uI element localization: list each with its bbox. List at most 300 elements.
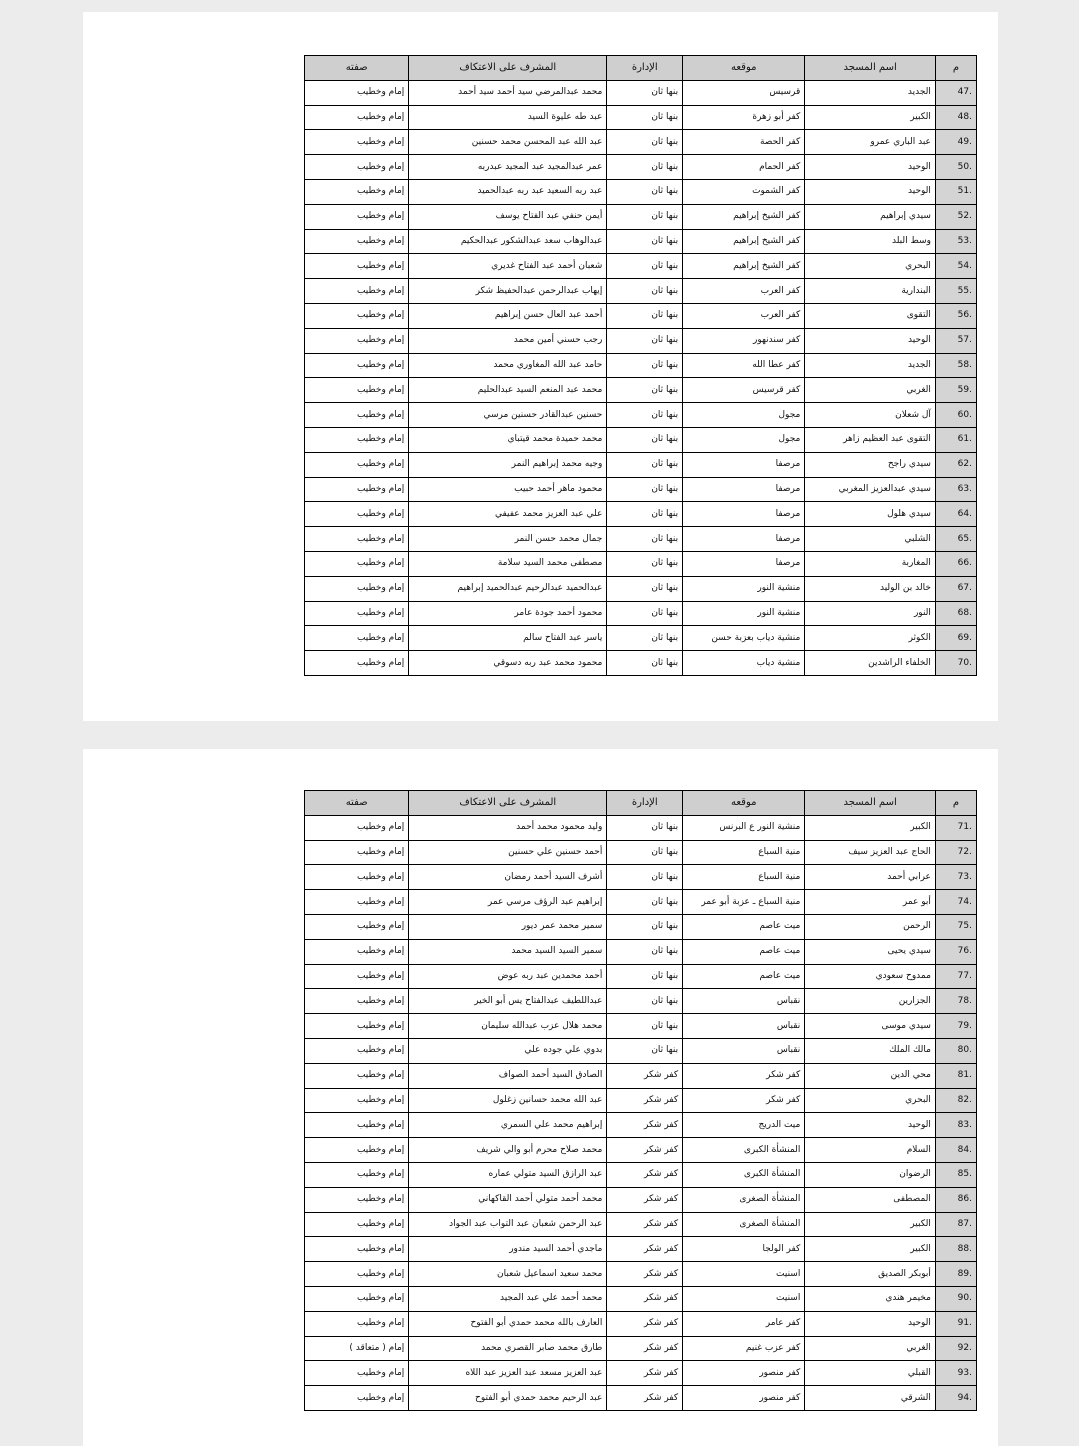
cell-administration: بنها ثان bbox=[607, 229, 683, 254]
cell-role: إمام وخطيب bbox=[305, 353, 409, 378]
cell-supervisor: عبد الرحمن شعبان عبد التواب عبد الجواد bbox=[409, 1212, 607, 1237]
table-row bbox=[305, 155, 977, 180]
cell-administration: كفر شكر bbox=[607, 1088, 683, 1113]
cell-mosque-name: السلام bbox=[805, 1138, 936, 1163]
cell-role: إمام وخطيب bbox=[305, 601, 409, 626]
cell-num: 86. bbox=[935, 1187, 976, 1212]
cell-num: 73. bbox=[935, 865, 976, 890]
header-role: صفته bbox=[305, 56, 409, 81]
cell-location: نقباس bbox=[683, 1038, 805, 1063]
cell-num: 53. bbox=[935, 229, 976, 254]
table-row bbox=[305, 601, 977, 626]
cell-mosque-name: الرحمن bbox=[805, 914, 936, 939]
cell-role: إمام وخطيب bbox=[305, 576, 409, 601]
cell-location: منشية دياب بعزبة حسن bbox=[683, 626, 805, 651]
cell-location: ميت الدريج bbox=[683, 1113, 805, 1138]
cell-administration: بنها ثان bbox=[607, 105, 683, 130]
table-row bbox=[305, 1063, 977, 1088]
cell-role: إمام وخطيب bbox=[305, 939, 409, 964]
cell-administration: بنها ثان bbox=[607, 179, 683, 204]
cell-supervisor: وليد محمود محمد أحمد bbox=[409, 815, 607, 840]
cell-administration: بنها ثان bbox=[607, 890, 683, 915]
cell-location: كفر الشيخ إبراهيم bbox=[683, 204, 805, 229]
cell-role: إمام وخطيب bbox=[305, 1113, 409, 1138]
cell-role: إمام وخطيب bbox=[305, 1088, 409, 1113]
cell-num: 68. bbox=[935, 601, 976, 626]
cell-num: 51. bbox=[935, 179, 976, 204]
cell-location: المنشأة الصغرى bbox=[683, 1187, 805, 1212]
table-row bbox=[305, 1262, 977, 1287]
cell-location: مجول bbox=[683, 403, 805, 428]
cell-mosque-name: عرابي أحمد bbox=[805, 865, 936, 890]
cell-administration: بنها ثان bbox=[607, 254, 683, 279]
cell-location: كفر عطا الله bbox=[683, 353, 805, 378]
cell-mosque-name: الكبير bbox=[805, 1237, 936, 1262]
table-row bbox=[305, 1286, 977, 1311]
cell-mosque-name: الغربي bbox=[805, 1336, 936, 1361]
table-row bbox=[305, 865, 977, 890]
cell-num: 92. bbox=[935, 1336, 976, 1361]
cell-administration: بنها ثان bbox=[607, 964, 683, 989]
cell-supervisor: عبد العزيز مسعد عبد العزيز عبد اللاه bbox=[409, 1361, 607, 1386]
cell-role: إمام وخطيب bbox=[305, 815, 409, 840]
cell-supervisor: محمد أحمد متولي أحمد القاكهاني bbox=[409, 1187, 607, 1212]
cell-num: 49. bbox=[935, 130, 976, 155]
header-num: م bbox=[935, 791, 976, 816]
cell-mosque-name: الوحيد bbox=[805, 1113, 936, 1138]
cell-role: إمام وخطيب bbox=[305, 403, 409, 428]
cell-location: كفر عامر bbox=[683, 1311, 805, 1336]
cell-role: إمام ( متعاقد ) bbox=[305, 1336, 409, 1361]
cell-role: إمام وخطيب bbox=[305, 378, 409, 403]
cell-role: إمام وخطيب bbox=[305, 865, 409, 890]
cell-num: 80. bbox=[935, 1038, 976, 1063]
table-row bbox=[305, 914, 977, 939]
cell-administration: بنها ثان bbox=[607, 378, 683, 403]
table-row bbox=[305, 477, 977, 502]
cell-administration: بنها ثان bbox=[607, 353, 683, 378]
cell-mosque-name: الجديد bbox=[805, 353, 936, 378]
cell-administration: بنها ثان bbox=[607, 328, 683, 353]
cell-administration: بنها ثان bbox=[607, 914, 683, 939]
cell-location: منية السباع ـ عزبة أبو عمر bbox=[683, 890, 805, 915]
table-row bbox=[305, 130, 977, 155]
cell-location: كفر العرب bbox=[683, 279, 805, 304]
cell-num: 59. bbox=[935, 378, 976, 403]
cell-num: 79. bbox=[935, 1014, 976, 1039]
cell-supervisor: محمود ماهر أحمد حبيب bbox=[409, 477, 607, 502]
cell-num: 87. bbox=[935, 1212, 976, 1237]
cell-role: إمام وخطيب bbox=[305, 427, 409, 452]
header-administration: الإدارة bbox=[607, 791, 683, 816]
cell-supervisor: عبد ربه السعيد عبد ربه عبدالحميد bbox=[409, 179, 607, 204]
cell-supervisor: مصطفى محمد السيد سلامة bbox=[409, 551, 607, 576]
cell-mosque-name: الغربي bbox=[805, 378, 936, 403]
cell-location: نقباس bbox=[683, 1014, 805, 1039]
cell-supervisor: محمد عبد المنعم السيد عبدالحليم bbox=[409, 378, 607, 403]
cell-supervisor: ماجدي أحمد السيد مندور bbox=[409, 1237, 607, 1262]
cell-num: 61. bbox=[935, 427, 976, 452]
cell-administration: بنها ثان bbox=[607, 1038, 683, 1063]
table-row bbox=[305, 105, 977, 130]
cell-mosque-name: سيدي إبراهيم bbox=[805, 204, 936, 229]
cell-location: مرصفا bbox=[683, 551, 805, 576]
document-page-1 bbox=[83, 12, 998, 721]
mosques-table-1 bbox=[304, 55, 977, 676]
cell-mosque-name: القبلي bbox=[805, 1361, 936, 1386]
cell-role: إمام وخطيب bbox=[305, 1311, 409, 1336]
header-supervisor: المشرف على الاعتكاف bbox=[409, 791, 607, 816]
cell-location: المنشأة الكبرى bbox=[683, 1138, 805, 1163]
cell-administration: بنها ثان bbox=[607, 527, 683, 552]
cell-location: كفر أبو زهرة bbox=[683, 105, 805, 130]
cell-location: مرصفا bbox=[683, 527, 805, 552]
cell-location: منشية النور bbox=[683, 576, 805, 601]
cell-mosque-name: الرضوان bbox=[805, 1162, 936, 1187]
cell-administration: بنها ثان bbox=[607, 601, 683, 626]
cell-mosque-name: الشلبي bbox=[805, 527, 936, 552]
cell-num: 57. bbox=[935, 328, 976, 353]
cell-role: إمام وخطيب bbox=[305, 989, 409, 1014]
cell-supervisor: عبد الله عبد المحسن محمد حسنين bbox=[409, 130, 607, 155]
cell-num: 85. bbox=[935, 1162, 976, 1187]
cell-administration: بنها ثان bbox=[607, 427, 683, 452]
cell-mosque-name: البندارية bbox=[805, 279, 936, 304]
table-row bbox=[305, 527, 977, 552]
cell-administration: كفر شكر bbox=[607, 1113, 683, 1138]
table-row bbox=[305, 576, 977, 601]
cell-num: 89. bbox=[935, 1262, 976, 1287]
cell-role: إمام وخطيب bbox=[305, 328, 409, 353]
cell-location: منشية النور bbox=[683, 601, 805, 626]
cell-mosque-name: الخلفاء الراشدين bbox=[805, 651, 936, 676]
cell-num: 50. bbox=[935, 155, 976, 180]
table-row bbox=[305, 502, 977, 527]
cell-role: إمام وخطيب bbox=[305, 204, 409, 229]
cell-administration: بنها ثان bbox=[607, 204, 683, 229]
cell-role: إمام وخطيب bbox=[305, 1237, 409, 1262]
cell-mosque-name: التقوى bbox=[805, 303, 936, 328]
cell-mosque-name: البحري bbox=[805, 254, 936, 279]
table-row bbox=[305, 279, 977, 304]
table-row bbox=[305, 1386, 977, 1411]
cell-supervisor: عمر عبدالمجيد عبد المجيد عبدربه bbox=[409, 155, 607, 180]
table-header-row bbox=[305, 791, 977, 816]
cell-supervisor: عبداللطيف عبدالفتاح يس أبو الخير bbox=[409, 989, 607, 1014]
cell-mosque-name: أبوبكر الصديق bbox=[805, 1262, 936, 1287]
table-row bbox=[305, 626, 977, 651]
table-row bbox=[305, 204, 977, 229]
cell-num: 71. bbox=[935, 815, 976, 840]
cell-role: إمام وخطيب bbox=[305, 964, 409, 989]
cell-role: إمام وخطيب bbox=[305, 1162, 409, 1187]
cell-num: 91. bbox=[935, 1311, 976, 1336]
cell-mosque-name: مخيمر هندي bbox=[805, 1286, 936, 1311]
header-role: صفته bbox=[305, 791, 409, 816]
cell-num: 82. bbox=[935, 1088, 976, 1113]
cell-administration: بنها ثان bbox=[607, 130, 683, 155]
cell-administration: كفر شكر bbox=[607, 1187, 683, 1212]
cell-location: كفر عزب غنيم bbox=[683, 1336, 805, 1361]
cell-supervisor: سمير محمد عمر ديور bbox=[409, 914, 607, 939]
cell-location: كفر منصور bbox=[683, 1386, 805, 1411]
table-row bbox=[305, 378, 977, 403]
cell-administration: كفر شكر bbox=[607, 1286, 683, 1311]
cell-num: 93. bbox=[935, 1361, 976, 1386]
cell-num: 54. bbox=[935, 254, 976, 279]
document-page-2 bbox=[83, 749, 998, 1446]
cell-role: إمام وخطيب bbox=[305, 1138, 409, 1163]
cell-administration: بنها ثان bbox=[607, 840, 683, 865]
cell-role: إمام وخطيب bbox=[305, 303, 409, 328]
table-row bbox=[305, 1113, 977, 1138]
cell-location: كفر الحمام bbox=[683, 155, 805, 180]
cell-administration: بنها ثان bbox=[607, 502, 683, 527]
cell-administration: بنها ثان bbox=[607, 865, 683, 890]
cell-location: قرسيس bbox=[683, 80, 805, 105]
cell-num: 55. bbox=[935, 279, 976, 304]
cell-location: كفر الولجا bbox=[683, 1237, 805, 1262]
cell-supervisor: حامد عبد الله المغاوري محمد bbox=[409, 353, 607, 378]
cell-supervisor: بدوي علي جوده علي bbox=[409, 1038, 607, 1063]
cell-administration: كفر شكر bbox=[607, 1162, 683, 1187]
cell-supervisor: محمد هلال عزب عبدالله سليمان bbox=[409, 1014, 607, 1039]
cell-role: إمام وخطيب bbox=[305, 279, 409, 304]
cell-supervisor: عبدالحميد عبدالرحيم عبدالحميد إبراهيم bbox=[409, 576, 607, 601]
cell-supervisor: طارق محمد صابر القصري محمد bbox=[409, 1336, 607, 1361]
cell-supervisor: إبراهيم عبد الرؤف مرسي عمر bbox=[409, 890, 607, 915]
table-row bbox=[305, 1088, 977, 1113]
table-row bbox=[305, 1014, 977, 1039]
mosques-table-2 bbox=[304, 790, 977, 1411]
cell-administration: بنها ثان bbox=[607, 989, 683, 1014]
cell-mosque-name: الكبير bbox=[805, 1212, 936, 1237]
cell-administration: كفر شكر bbox=[607, 1063, 683, 1088]
table-row bbox=[305, 353, 977, 378]
cell-location: كفر الحصة bbox=[683, 130, 805, 155]
cell-supervisor: حسنين عبدالقادر حسنين مرسي bbox=[409, 403, 607, 428]
cell-role: إمام وخطيب bbox=[305, 626, 409, 651]
cell-location: ميت عاصم bbox=[683, 964, 805, 989]
table-row bbox=[305, 1038, 977, 1063]
cell-location: كفر منصور bbox=[683, 1361, 805, 1386]
cell-supervisor: إبراهيم محمد علي السمري bbox=[409, 1113, 607, 1138]
cell-supervisor: محمود محمد عبد ربه دسوقي bbox=[409, 651, 607, 676]
cell-mosque-name: مالك الملك bbox=[805, 1038, 936, 1063]
cell-num: 90. bbox=[935, 1286, 976, 1311]
cell-mosque-name: الوحيد bbox=[805, 179, 936, 204]
cell-num: 47. bbox=[935, 80, 976, 105]
cell-location: مرصفا bbox=[683, 477, 805, 502]
cell-mosque-name: محي الدين bbox=[805, 1063, 936, 1088]
cell-role: إمام وخطيب bbox=[305, 229, 409, 254]
cell-role: إمام وخطيب bbox=[305, 1063, 409, 1088]
cell-mosque-name: وسط البلد bbox=[805, 229, 936, 254]
cell-role: إمام وخطيب bbox=[305, 1187, 409, 1212]
cell-supervisor: وجيه محمد إبراهيم النمر bbox=[409, 452, 607, 477]
table-row bbox=[305, 303, 977, 328]
table-row bbox=[305, 1361, 977, 1386]
cell-supervisor: جمال محمد حسن النمر bbox=[409, 527, 607, 552]
cell-administration: بنها ثان bbox=[607, 651, 683, 676]
cell-supervisor: عبد الرازق السيد متولي عماره bbox=[409, 1162, 607, 1187]
cell-role: إمام وخطيب bbox=[305, 502, 409, 527]
cell-location: المنشأة الصغرى bbox=[683, 1212, 805, 1237]
cell-num: 75. bbox=[935, 914, 976, 939]
cell-supervisor: إيهاب عبدالرحمن عبدالحفيظ شكر bbox=[409, 279, 607, 304]
cell-mosque-name: الوحيد bbox=[805, 1311, 936, 1336]
cell-administration: كفر شكر bbox=[607, 1138, 683, 1163]
cell-role: إمام وخطيب bbox=[305, 179, 409, 204]
table-row bbox=[305, 328, 977, 353]
table-row bbox=[305, 1311, 977, 1336]
cell-role: إمام وخطيب bbox=[305, 1212, 409, 1237]
cell-num: 83. bbox=[935, 1113, 976, 1138]
cell-location: كفر شكر bbox=[683, 1063, 805, 1088]
cell-mosque-name: المغاربة bbox=[805, 551, 936, 576]
cell-supervisor: ياسر عبد الفتاح سالم bbox=[409, 626, 607, 651]
table-row bbox=[305, 452, 977, 477]
table-row bbox=[305, 254, 977, 279]
cell-administration: بنها ثان bbox=[607, 452, 683, 477]
header-mosque-name: اسم المسجد bbox=[805, 56, 936, 81]
cell-location: كفر شكر bbox=[683, 1088, 805, 1113]
cell-num: 62. bbox=[935, 452, 976, 477]
cell-num: 48. bbox=[935, 105, 976, 130]
cell-num: 70. bbox=[935, 651, 976, 676]
header-location: موقعه bbox=[683, 56, 805, 81]
cell-location: منشية النور ع البرنس bbox=[683, 815, 805, 840]
cell-num: 94. bbox=[935, 1386, 976, 1411]
cell-mosque-name: سيدي عبدالعزيز المغربي bbox=[805, 477, 936, 502]
cell-administration: كفر شكر bbox=[607, 1336, 683, 1361]
cell-supervisor: عبد طه عليوة السيد bbox=[409, 105, 607, 130]
cell-location: كفر الشيخ إبراهيم bbox=[683, 254, 805, 279]
cell-mosque-name: المصطفى bbox=[805, 1187, 936, 1212]
cell-role: إمام وخطيب bbox=[305, 551, 409, 576]
cell-num: 52. bbox=[935, 204, 976, 229]
cell-num: 69. bbox=[935, 626, 976, 651]
cell-num: 64. bbox=[935, 502, 976, 527]
table-row bbox=[305, 1162, 977, 1187]
cell-num: 88. bbox=[935, 1237, 976, 1262]
cell-num: 76. bbox=[935, 939, 976, 964]
cell-administration: بنها ثان bbox=[607, 815, 683, 840]
cell-num: 77. bbox=[935, 964, 976, 989]
cell-num: 81. bbox=[935, 1063, 976, 1088]
cell-supervisor: رجب حسني أمين محمد bbox=[409, 328, 607, 353]
cell-location: كفر الشموت bbox=[683, 179, 805, 204]
table-row bbox=[305, 840, 977, 865]
cell-role: إمام وخطيب bbox=[305, 651, 409, 676]
cell-mosque-name: ممدوح سعودي bbox=[805, 964, 936, 989]
cell-administration: بنها ثان bbox=[607, 626, 683, 651]
table-body-2 bbox=[305, 815, 977, 1410]
cell-administration: بنها ثان bbox=[607, 80, 683, 105]
cell-supervisor: سمير السيد السيد محمد bbox=[409, 939, 607, 964]
cell-supervisor: أشرف السيد أحمد رمضان bbox=[409, 865, 607, 890]
cell-mosque-name: عبد الباري عمرو bbox=[805, 130, 936, 155]
cell-role: إمام وخطيب bbox=[305, 914, 409, 939]
cell-num: 67. bbox=[935, 576, 976, 601]
cell-mosque-name: الجزارين bbox=[805, 989, 936, 1014]
cell-administration: بنها ثان bbox=[607, 279, 683, 304]
cell-location: مرصفا bbox=[683, 502, 805, 527]
cell-location: كفر الشيخ إبراهيم bbox=[683, 229, 805, 254]
table-row bbox=[305, 229, 977, 254]
cell-role: إمام وخطيب bbox=[305, 1361, 409, 1386]
cell-num: 60. bbox=[935, 403, 976, 428]
cell-mosque-name: التقوى عبد العظيم زاهر bbox=[805, 427, 936, 452]
header-location: موقعه bbox=[683, 791, 805, 816]
table-row bbox=[305, 179, 977, 204]
cell-mosque-name: الكبير bbox=[805, 815, 936, 840]
cell-administration: كفر شكر bbox=[607, 1361, 683, 1386]
cell-role: إمام وخطيب bbox=[305, 1386, 409, 1411]
cell-supervisor: محمد سعيد اسماعيل شعبان bbox=[409, 1262, 607, 1287]
cell-num: 66. bbox=[935, 551, 976, 576]
table-row bbox=[305, 1138, 977, 1163]
cell-role: إمام وخطيب bbox=[305, 527, 409, 552]
header-num: م bbox=[935, 56, 976, 81]
cell-supervisor: محمد صلاح محرم أبو والي شريف bbox=[409, 1138, 607, 1163]
table-row bbox=[305, 815, 977, 840]
cell-supervisor: عبدالوهاب سعد عبدالشكور عبدالحكيم bbox=[409, 229, 607, 254]
cell-location: منشية دياب bbox=[683, 651, 805, 676]
cell-location: كفر قرسيس bbox=[683, 378, 805, 403]
cell-num: 84. bbox=[935, 1138, 976, 1163]
cell-mosque-name: الكبير bbox=[805, 105, 936, 130]
table-row bbox=[305, 964, 977, 989]
cell-role: إمام وخطيب bbox=[305, 105, 409, 130]
cell-administration: بنها ثان bbox=[607, 551, 683, 576]
cell-supervisor: محمد أحمد علي عبد المجيد bbox=[409, 1286, 607, 1311]
cell-location: ميت عاصم bbox=[683, 914, 805, 939]
cell-administration: بنها ثان bbox=[607, 155, 683, 180]
cell-mosque-name: سيدي موسى bbox=[805, 1014, 936, 1039]
cell-supervisor: العارف بالله محمد حمدي أبو الفتوح bbox=[409, 1311, 607, 1336]
cell-mosque-name: خالد بن الوليد bbox=[805, 576, 936, 601]
cell-mosque-name: الشرقي bbox=[805, 1386, 936, 1411]
cell-num: 56. bbox=[935, 303, 976, 328]
cell-location: كفر العرب bbox=[683, 303, 805, 328]
cell-location: ميت عاصم bbox=[683, 939, 805, 964]
cell-role: إمام وخطيب bbox=[305, 155, 409, 180]
table-row bbox=[305, 1237, 977, 1262]
table-row bbox=[305, 80, 977, 105]
cell-supervisor: أحمد عبد العال حسن إبراهيم bbox=[409, 303, 607, 328]
cell-mosque-name: الجديد bbox=[805, 80, 936, 105]
table-row bbox=[305, 1187, 977, 1212]
cell-administration: بنها ثان bbox=[607, 576, 683, 601]
cell-administration: كفر شكر bbox=[607, 1237, 683, 1262]
cell-role: إمام وخطيب bbox=[305, 254, 409, 279]
cell-location: كفر سندنهور bbox=[683, 328, 805, 353]
cell-num: 78. bbox=[935, 989, 976, 1014]
cell-mosque-name: الكوثر bbox=[805, 626, 936, 651]
table-row bbox=[305, 551, 977, 576]
cell-supervisor: أحمد حسنين علي حسنين bbox=[409, 840, 607, 865]
cell-mosque-name: النور bbox=[805, 601, 936, 626]
cell-role: إمام وخطيب bbox=[305, 1286, 409, 1311]
cell-supervisor: علي عبد العزيز محمد عفيفي bbox=[409, 502, 607, 527]
table-body-1 bbox=[305, 80, 977, 675]
cell-location: المنشأة الكبرى bbox=[683, 1162, 805, 1187]
table-row bbox=[305, 890, 977, 915]
cell-mosque-name: الوحيد bbox=[805, 328, 936, 353]
table-row bbox=[305, 939, 977, 964]
cell-administration: بنها ثان bbox=[607, 939, 683, 964]
